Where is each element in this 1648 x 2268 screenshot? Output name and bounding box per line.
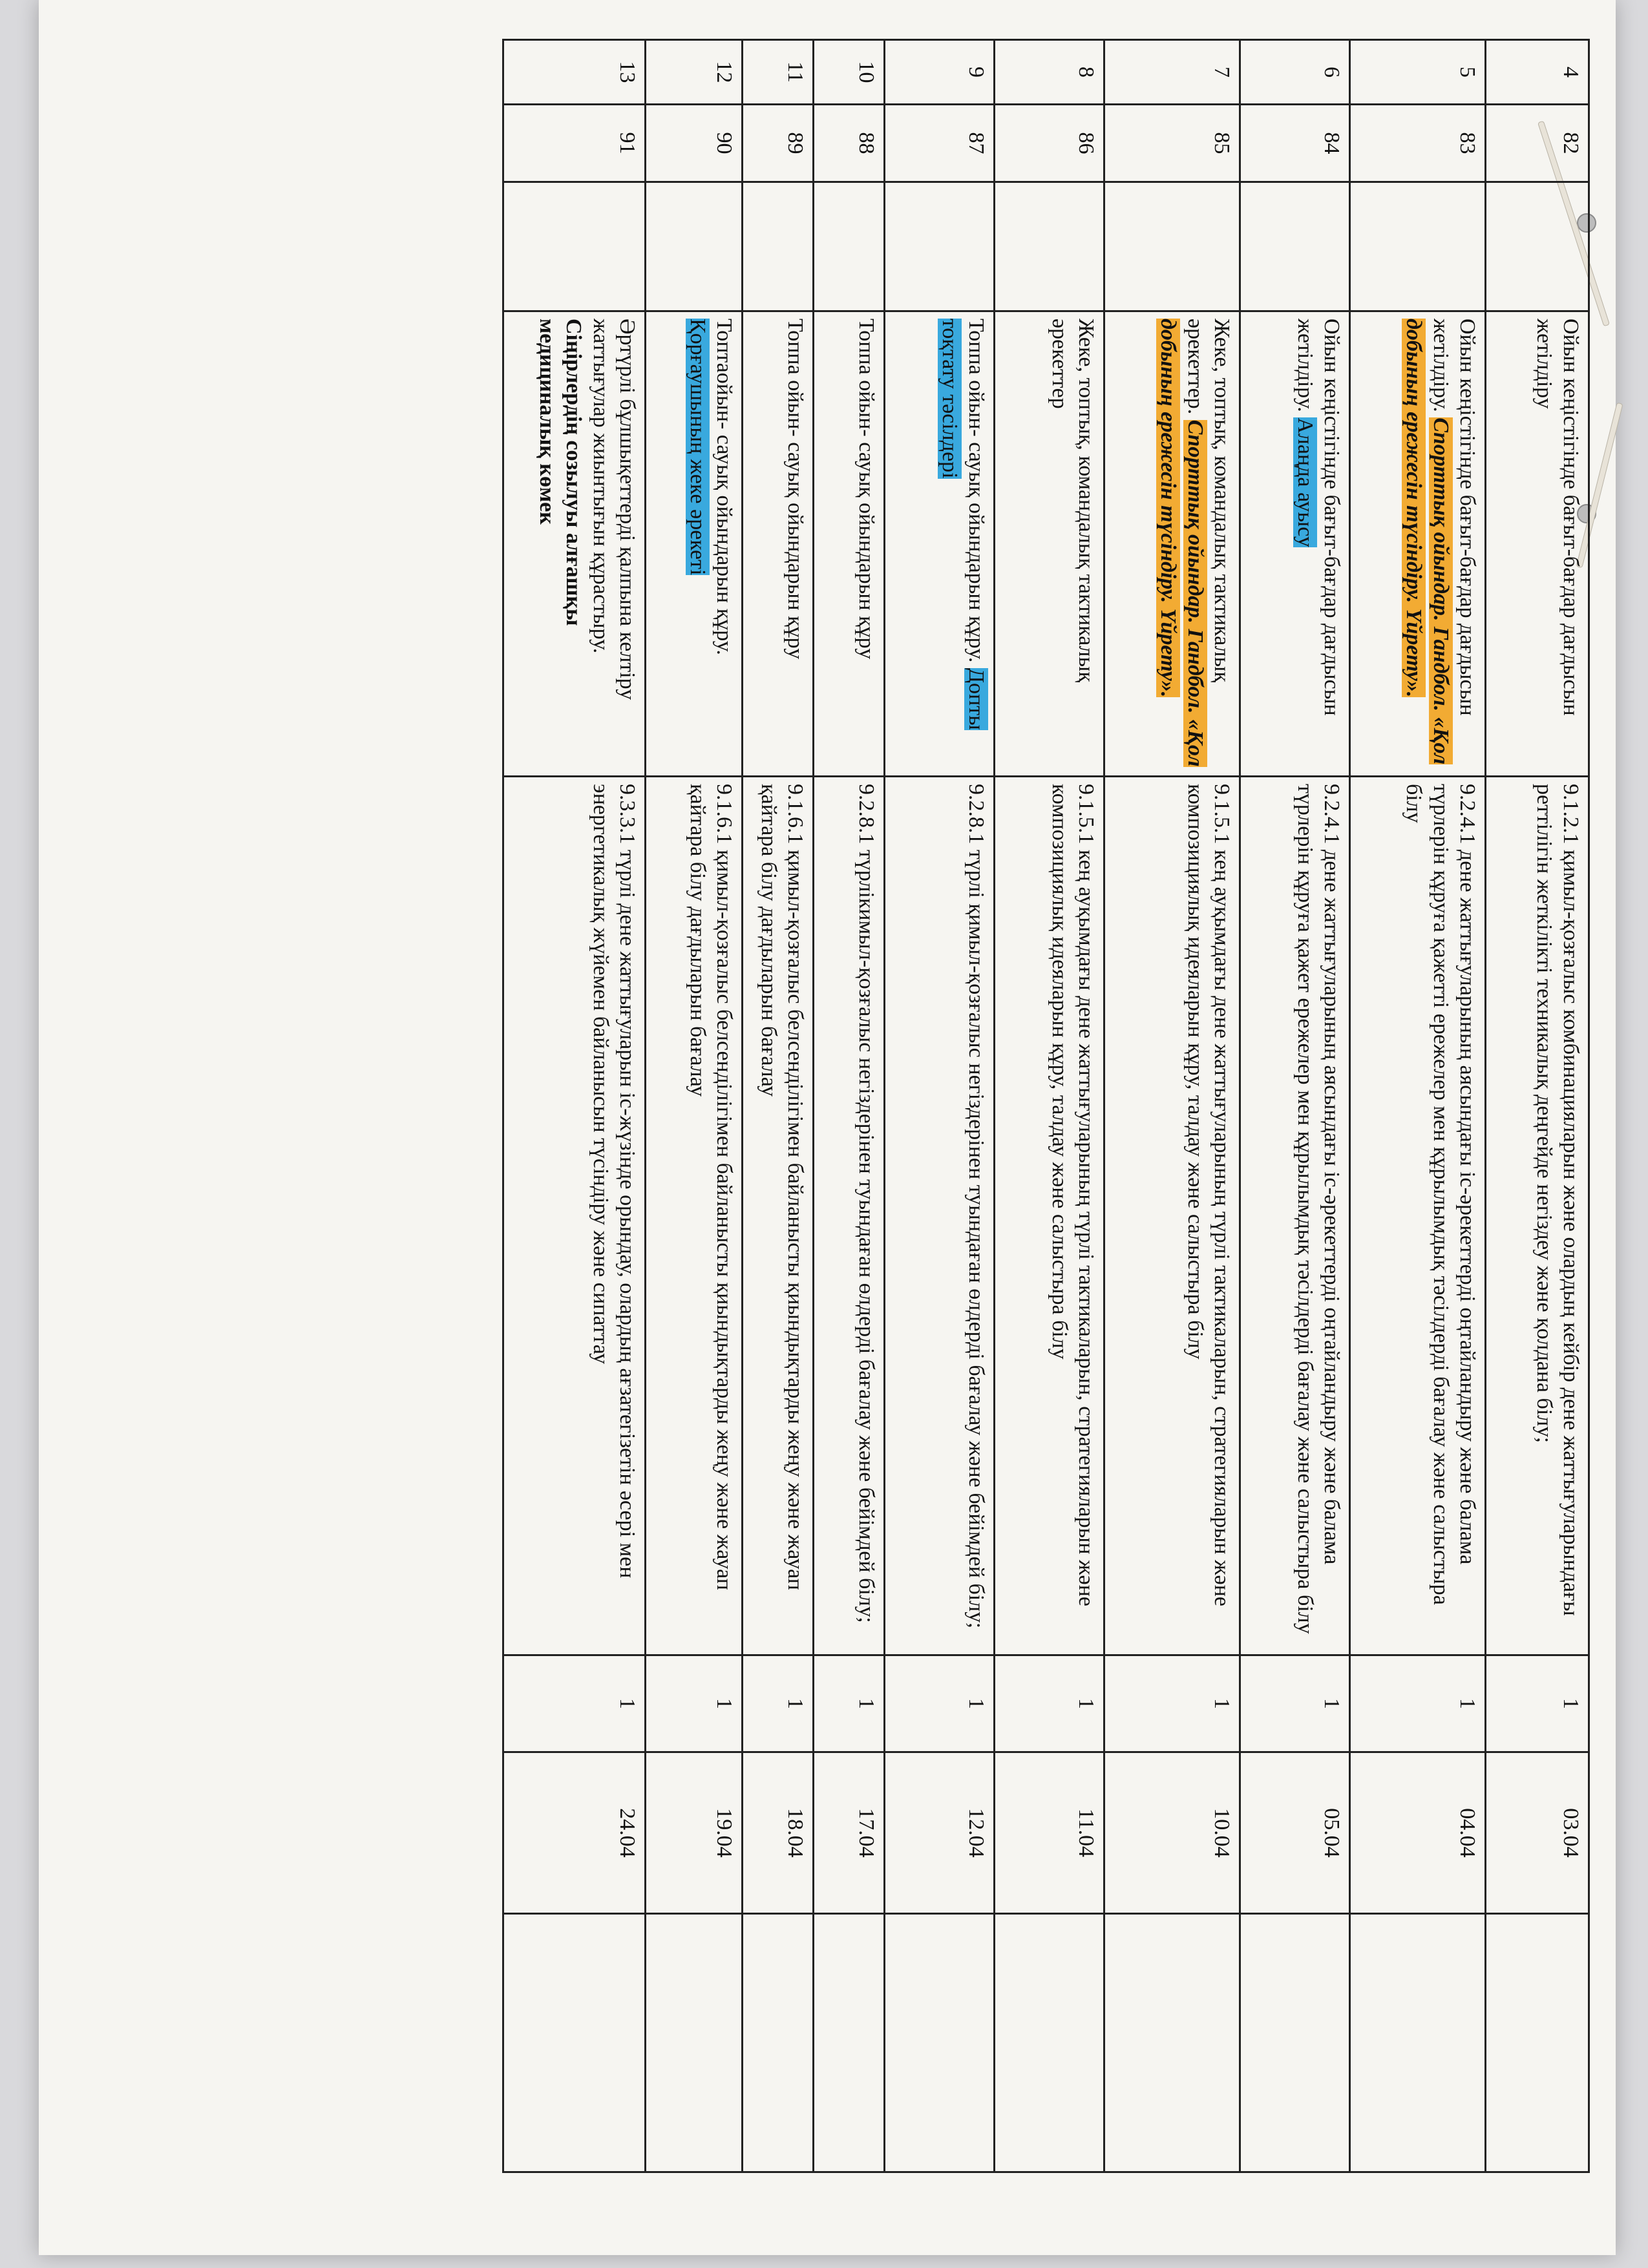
hours-cell: 1 xyxy=(1240,1655,1350,1752)
lesson-number: 83 xyxy=(1350,105,1486,182)
hours-cell: 1 xyxy=(646,1655,743,1752)
section-cell xyxy=(1486,182,1589,311)
row-number: 12 xyxy=(646,40,743,105)
topic-cell xyxy=(885,311,995,777)
lesson-number: 89 xyxy=(743,105,814,182)
date-cell: 11.04 xyxy=(995,1752,1104,1914)
section-cell xyxy=(1350,182,1486,311)
table-row xyxy=(995,40,1104,2172)
notes-cell xyxy=(1486,1914,1589,2172)
lesson-number: 87 xyxy=(885,105,995,182)
table-row xyxy=(503,40,646,2172)
paper-sheet xyxy=(39,0,1616,2255)
objective-cell: 9.2.4.1 дене жаттығуларының аясындағы іс-әрекеттерді оңтайландыру және балама түрлерін құруға қажет ережелер мен құрылымдық тәсілдерді бағалау және салыстыра білу xyxy=(1240,777,1350,1655)
topic-text: Топпа ойын- сауық ойындарын құру. xyxy=(964,319,988,663)
objective-cell: 9.2.8.1 түрлікимыл-қозғалыс негіздерінен туындаған өлдерді бағалау және бейімдей білу; xyxy=(814,777,885,1655)
row-number: 4 xyxy=(1486,40,1589,105)
objective-cell: 9.1.5.1 кең ауқымдағы дене жаттығуларының түрлі тактикаларын, стратегияларын және композициялық идеяларын құру, талдау және салыстыра білу xyxy=(995,777,1104,1655)
date-cell: 10.04 xyxy=(1104,1752,1240,1914)
notes-cell xyxy=(995,1914,1104,2172)
objective-cell: 9.1.5.1 кең ауқымдағы дене жаттығуларының түрлі тактикаларын, стратегияларын және композициялық идеяларын құру, талдау және салыстыра білу xyxy=(1104,777,1240,1655)
date-cell: 24.04 xyxy=(503,1752,646,1914)
table-row xyxy=(1350,40,1486,2172)
topic-cell xyxy=(1486,311,1589,777)
objective-cell: 9.1.6.1 қимыл-қозғалыс белсенділігімен байланысты қиындықтарды жеңу және жауап қайтара білу дағдыларын бағалау xyxy=(743,777,814,1655)
section-cell xyxy=(646,182,743,311)
topic-text: Әртүрлі бұлшықеттерді қалпына келтіру жаттығулар жиынтығын құрастыру. xyxy=(588,319,639,700)
topic-text: Топпа ойын- сауық ойындарын құру xyxy=(783,319,807,660)
topic-text: Жеке, топтық, командалық тактикалық әрекеттер. xyxy=(1183,319,1234,682)
lesson-number: 91 xyxy=(503,105,646,182)
section-cell xyxy=(503,182,646,311)
row-number: 11 xyxy=(743,40,814,105)
notes-cell xyxy=(1104,1914,1240,2172)
table-row xyxy=(743,40,814,2172)
row-number: 7 xyxy=(1104,40,1240,105)
hours-cell: 1 xyxy=(995,1655,1104,1752)
hours-cell: 1 xyxy=(1350,1655,1486,1752)
row-number: 5 xyxy=(1350,40,1486,105)
objective-cell: 9.1.6.1 қимыл-қозғалыс белсенділігімен байланысты қиындықтарды жеңу және жауап қайтара білу дағдыларын бағалау xyxy=(646,777,743,1655)
hours-cell: 1 xyxy=(885,1655,995,1752)
notes-cell xyxy=(1240,1914,1350,2172)
lesson-number: 90 xyxy=(646,105,743,182)
lesson-number: 88 xyxy=(814,105,885,182)
date-cell: 03.04 xyxy=(1486,1752,1589,1914)
topic-text: Ойын кеңістігінде бағыт-бағдар дағдысын жетілдіру. xyxy=(1428,319,1479,716)
hours-cell: 1 xyxy=(1486,1655,1589,1752)
topic-text: Топпа ойын- сауық ойындарын құру xyxy=(854,319,878,660)
table-row xyxy=(1104,40,1240,2172)
section-cell xyxy=(814,182,885,311)
topic-cell xyxy=(503,311,646,777)
date-cell: 17.04 xyxy=(814,1752,885,1914)
hours-cell: 1 xyxy=(814,1655,885,1752)
section-cell xyxy=(885,182,995,311)
section-cell xyxy=(1104,182,1240,311)
objective-cell: 9.3.3.1 түрлі дене жаттығуларын іс-жүзінде орындау, олардың ағзатегізетін әсері мен энергетикалық жүйемен байланысын түсіндіру және сипаттау xyxy=(503,777,646,1655)
topic-cell xyxy=(646,311,743,777)
lesson-number: 85 xyxy=(1104,105,1240,182)
date-cell: 18.04 xyxy=(743,1752,814,1914)
objective-cell: 9.2.4.1 дене жаттығуларының аясындағы іс-әрекеттерді оңтайландыру және балама түрлерін құруға қажетті ережелер мен құрылымдық тәсілдерді бағалау және салыстыра білу xyxy=(1350,777,1486,1655)
table-row xyxy=(1486,40,1589,2172)
date-cell: 04.04 xyxy=(1350,1752,1486,1914)
topic-text: Ойын кеңістігінде бағыт-бағдар дағдысын жетілдіру. xyxy=(1293,319,1344,716)
hours-cell: 1 xyxy=(743,1655,814,1752)
rotated-table-wrapper xyxy=(71,39,1590,2171)
row-number: 8 xyxy=(995,40,1104,105)
hours-cell: 1 xyxy=(1104,1655,1240,1752)
notes-cell xyxy=(503,1914,646,2172)
topic-highlight: Спорттық ойындар. Гандбол. «Қол добының ережесін түсіндіру. Үйрету». xyxy=(1156,319,1207,767)
date-cell: 12.04 xyxy=(885,1752,995,1914)
row-number: 13 xyxy=(503,40,646,105)
topic-cell xyxy=(743,311,814,777)
table-row xyxy=(814,40,885,2172)
table-row xyxy=(646,40,743,2172)
objective-cell: 9.1.2.1 қимыл-қозғалыс комбинацияларын және олардың кейбір дене жаттығуларындағы реттілігін жеткілікті техникалық деңгейде негіздеу және қолдана білу; xyxy=(1486,777,1589,1655)
row-number: 10 xyxy=(814,40,885,105)
topic-highlight: Қорғаушының жеке әрекеті xyxy=(685,319,710,576)
lesson-number: 82 xyxy=(1486,105,1589,182)
row-number: 9 xyxy=(885,40,995,105)
topic-cell xyxy=(814,311,885,777)
row-number: 6 xyxy=(1240,40,1350,105)
lesson-number: 84 xyxy=(1240,105,1350,182)
table-row xyxy=(1240,40,1350,2172)
topic-text: Ойын кеңістігінде бағыт-бағдар дағдысын жетілдіру xyxy=(1532,319,1583,716)
topic-bold-text: Сіңірлердің созылуы алғашқы медициналық көмек xyxy=(534,319,586,626)
topic-cell xyxy=(1350,311,1486,777)
topic-highlight: Алаңда ауысу xyxy=(1293,417,1317,547)
topic-text: Жеке, топтық, командалық тактикалық әрекеттер xyxy=(1047,319,1098,682)
topic-text: Топтаойын- сауық ойындарын құру. xyxy=(712,319,736,655)
objective-cell: 9.2.8.1 түрлі қимыл-қозғалыс негіздерінен туындаған өлдерді бағалау және бейімдей білу; xyxy=(885,777,995,1655)
notes-cell xyxy=(1350,1914,1486,2172)
table-row xyxy=(885,40,995,2172)
section-cell xyxy=(743,182,814,311)
section-cell xyxy=(1240,182,1350,311)
date-cell: 05.04 xyxy=(1240,1752,1350,1914)
notes-cell xyxy=(885,1914,995,2172)
notes-cell xyxy=(814,1914,885,2172)
notes-cell xyxy=(743,1914,814,2172)
notes-cell xyxy=(646,1914,743,2172)
topic-cell xyxy=(1104,311,1240,777)
hours-cell: 1 xyxy=(503,1655,646,1752)
topic-highlight: Спорттық ойындар. Гандбол. «Қол добының ережесін түсіндіру. Үйрету». xyxy=(1402,319,1453,765)
section-cell xyxy=(995,182,1104,311)
topic-highlight: Допты тоқтату тәсілдері xyxy=(937,319,988,730)
lesson-number: 86 xyxy=(995,105,1104,182)
topic-cell xyxy=(1240,311,1350,777)
lesson-plan-table xyxy=(502,39,1590,2173)
topic-cell xyxy=(995,311,1104,777)
date-cell: 19.04 xyxy=(646,1752,743,1914)
